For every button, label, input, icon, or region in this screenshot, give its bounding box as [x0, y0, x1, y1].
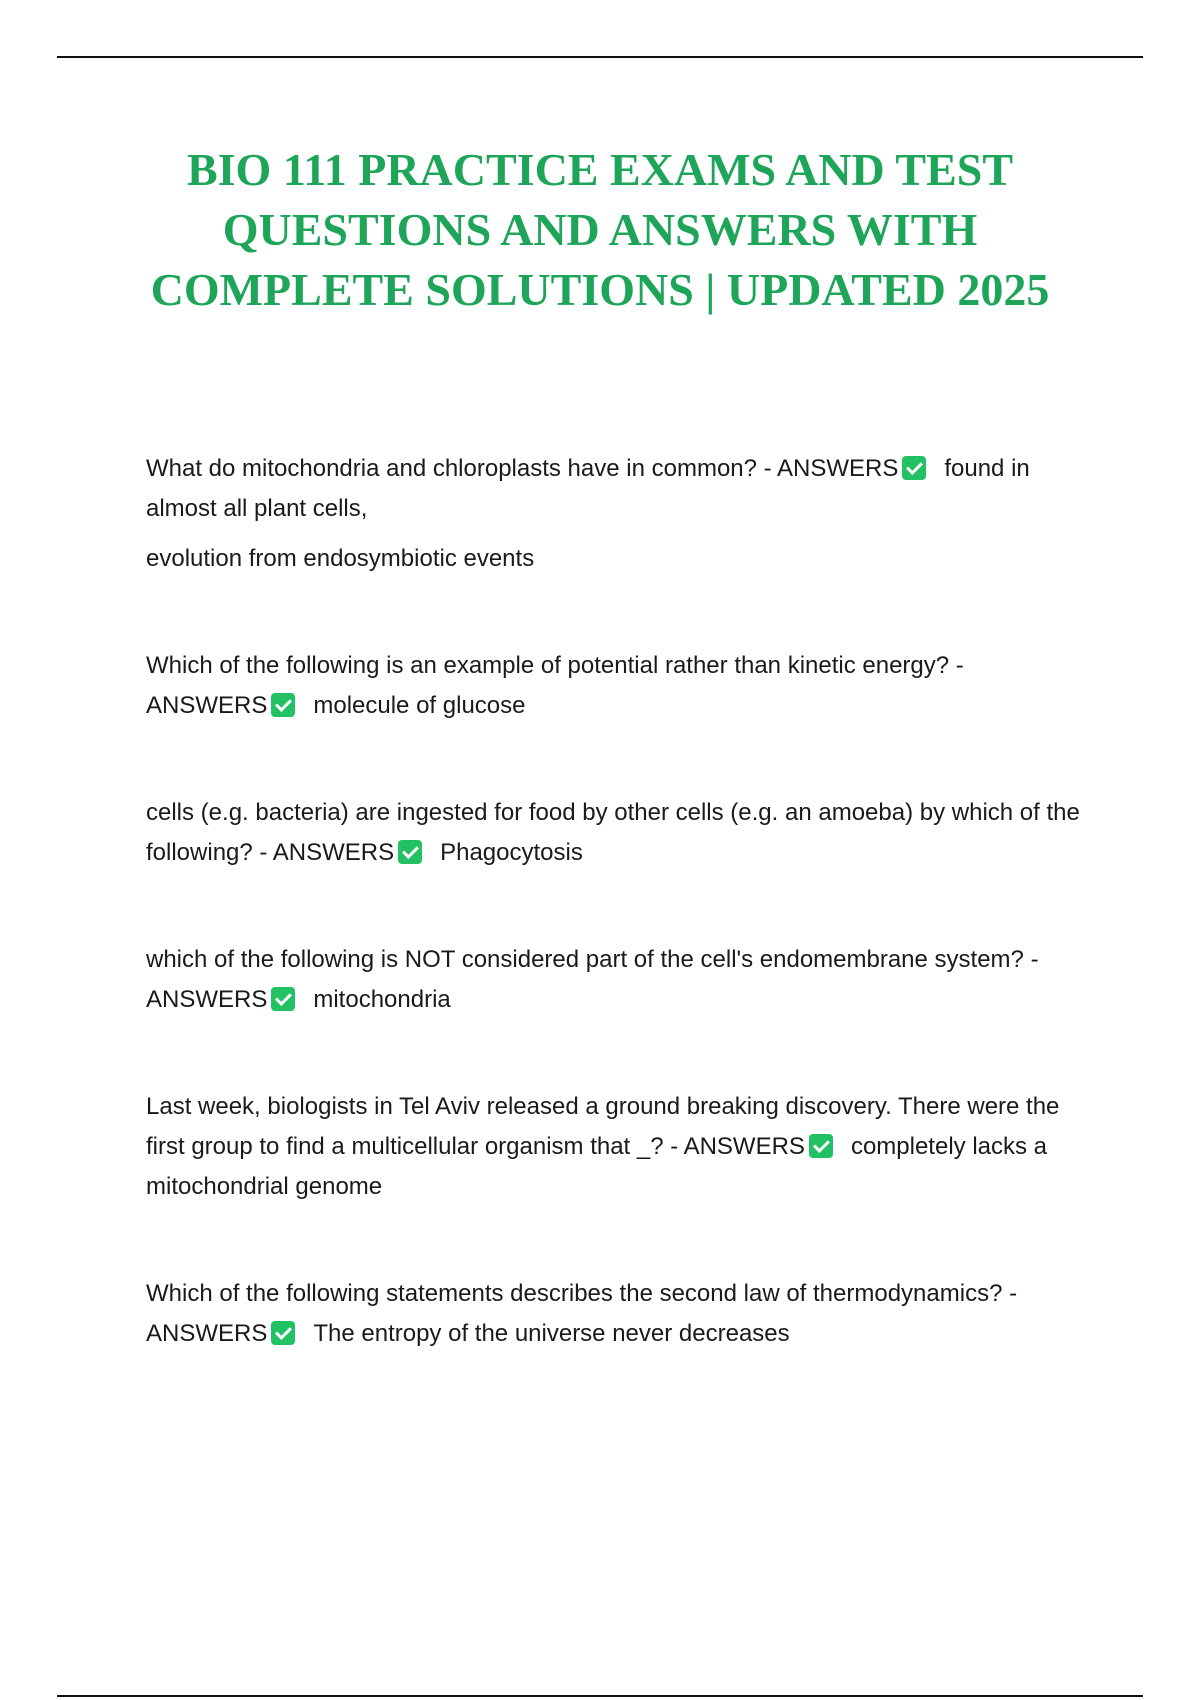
question-text: which of the following is NOT considered part of the cell's endomembrane system? - ANSWERS	[146, 946, 1039, 1013]
qa-item	[146, 1274, 1086, 1354]
qa-item	[146, 940, 1086, 1020]
document-title: BIO 111 PRACTICE EXAMS AND TEST QUESTIONS AND ANSWERS WITH COMPLETE SOLUTIONS | UPDATED 2025	[150, 144, 1050, 315]
qa-item	[146, 449, 1086, 579]
qa-line	[146, 646, 1086, 726]
qa-line	[146, 1274, 1086, 1354]
checkmark-icon	[271, 987, 295, 1011]
bottom-rule	[57, 1695, 1143, 1697]
question-text: What do mitochondria and chloroplasts have in common? - ANSWERS	[146, 455, 899, 482]
qa-item	[146, 793, 1086, 873]
qa-line	[146, 940, 1086, 1020]
qa-line	[146, 1087, 1086, 1207]
answer-text: molecule of glucose	[313, 692, 526, 719]
checkmark-icon	[271, 693, 295, 717]
qa-line	[146, 793, 1086, 873]
answer-continuation: evolution from endosymbiotic events	[146, 545, 535, 572]
answer-text: found in almost all plant cells,	[146, 455, 1030, 522]
answer-text: completely lacks a mitochondrial genome	[146, 1133, 1048, 1200]
question-text: Last week, biologists in Tel Aviv released a ground breaking discovery. There were the first group to find a multicellular organism that _? - ANSWERS	[146, 1093, 1060, 1160]
question-text: Which of the following statements describes the second law of thermodynamics? - ANSWERS	[146, 1280, 1018, 1347]
checkmark-icon	[809, 1134, 833, 1158]
checkmark-icon	[398, 840, 422, 864]
question-text: cells (e.g. bacteria) are ingested for food by other cells (e.g. an amoeba) by which of the following? - ANSWERS	[146, 799, 1080, 866]
question-text: Which of the following is an example of potential rather than kinetic energy? - ANSWERS	[146, 652, 964, 719]
checkmark-icon	[271, 1321, 295, 1345]
answer-text: mitochondria	[313, 986, 451, 1013]
answer-text: The entropy of the universe never decreases	[313, 1320, 790, 1347]
qa-line	[146, 449, 1086, 529]
answer-text: Phagocytosis	[440, 839, 583, 866]
qa-item	[146, 646, 1086, 726]
qa-item	[146, 1087, 1086, 1207]
qa-list	[146, 449, 1086, 1421]
checkmark-icon	[902, 456, 926, 480]
top-rule	[57, 56, 1143, 58]
